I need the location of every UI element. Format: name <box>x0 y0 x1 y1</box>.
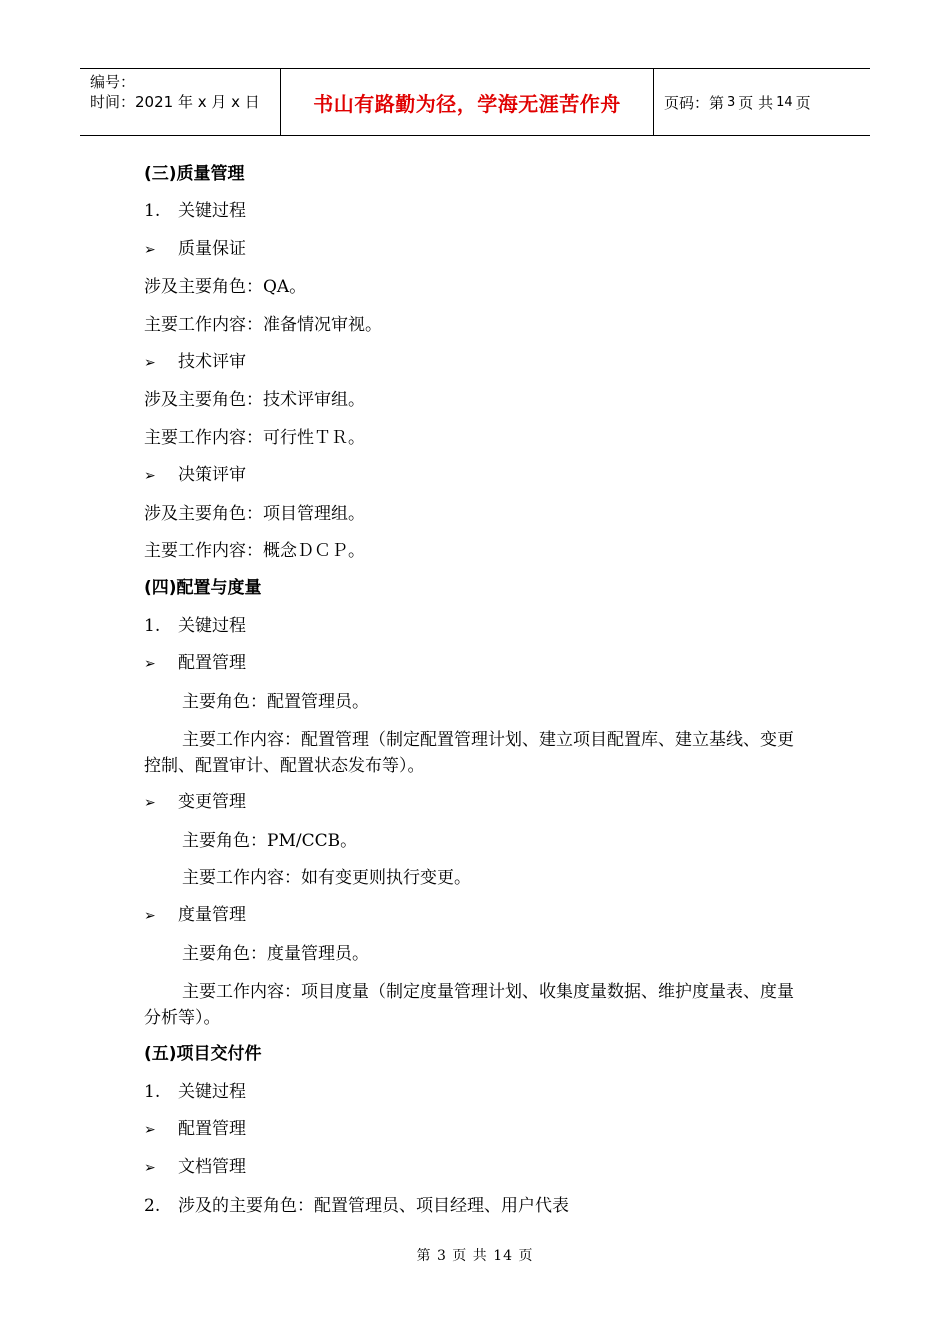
item-text: 文档管理 <box>178 1157 246 1178</box>
header-motto: 书山有路勤为径，学海无涯苦作舟 <box>281 69 654 135</box>
item-text: 度量管理 <box>178 905 246 926</box>
numbered-item <box>144 608 809 645</box>
work-paragraph: 主要工作内容：项目度量（制定度量管理计划、收集度量数据、维护度量表、度量分析等）。 <box>144 982 794 1029</box>
arrow-bullet-icon: ➢ <box>144 656 156 673</box>
page-footer: 第 3 页 共 14 页 <box>416 1248 534 1264</box>
item-text: 关键过程 <box>178 615 246 636</box>
page-suffix: 页 <box>795 93 811 112</box>
bullet-item <box>144 645 809 683</box>
bullet-item <box>144 344 809 382</box>
bullet-item <box>144 231 809 269</box>
section-heading: (三)质量管理 <box>144 164 245 184</box>
role-line: 主要角色：度量管理员。 <box>182 943 369 964</box>
role-line: 涉及主要角色：QA。 <box>144 277 307 298</box>
header-meta <box>80 69 281 135</box>
arrow-bullet-icon: ➢ <box>144 355 156 372</box>
item-text: 涉及的主要角色：配置管理员、项目经理、用户代表 <box>178 1195 569 1216</box>
work-line: 主要工作内容：准备情况审视。 <box>144 314 382 335</box>
work-line: 主要工作内容：可行性ＴＲ。 <box>144 427 365 448</box>
item-text: 决策评审 <box>178 465 246 486</box>
bullet-item <box>144 1149 809 1187</box>
item-number: 1. <box>144 1081 161 1102</box>
numbered-item <box>144 193 809 230</box>
work-line: 主要工作内容：如有变更则执行变更。 <box>182 867 471 888</box>
arrow-bullet-icon: ➢ <box>144 1121 156 1138</box>
section-heading: (四)配置与度量 <box>144 578 262 599</box>
item-text: 配置管理 <box>178 1118 246 1139</box>
page-mid: 页 共 <box>738 93 774 112</box>
bullet-item <box>144 784 809 822</box>
arrow-bullet-icon: ➢ <box>144 468 156 485</box>
item-text: 技术评审 <box>178 352 246 373</box>
item-text: 质量保证 <box>178 238 246 259</box>
numbered-item <box>144 1188 809 1225</box>
numbered-item <box>144 1074 809 1111</box>
page-header <box>80 68 870 136</box>
arrow-bullet-icon: ➢ <box>144 241 156 258</box>
arrow-bullet-icon: ➢ <box>144 908 156 925</box>
item-number: 2. <box>144 1195 161 1216</box>
doc-number-label: 编号： <box>90 73 136 91</box>
bullet-item <box>144 457 809 495</box>
bullet-item <box>144 897 809 935</box>
page-current: 3 <box>727 94 736 110</box>
item-text: 配置管理 <box>178 653 246 674</box>
page-prefix: 页码：第 <box>664 93 725 112</box>
role-line: 主要角色：PM/CCB。 <box>182 830 358 851</box>
document-body <box>144 156 809 1225</box>
item-text: 关键过程 <box>178 201 246 222</box>
role-line: 涉及主要角色：技术评审组。 <box>144 390 365 411</box>
work-paragraph: 主要工作内容：配置管理（制定配置管理计划、建立项目配置库、建立基线、变更控制、配置审计、配置状态发布等）。 <box>144 730 794 777</box>
bullet-item <box>144 1111 809 1149</box>
role-line: 涉及主要角色：项目管理组。 <box>144 503 365 524</box>
item-number: 1. <box>144 615 161 636</box>
role-line: 主要角色：配置管理员。 <box>182 691 369 712</box>
item-text: 变更管理 <box>178 792 246 813</box>
page-total: 14 <box>776 94 793 110</box>
item-text: 关键过程 <box>178 1081 246 1102</box>
arrow-bullet-icon: ➢ <box>144 1160 156 1177</box>
doc-time-label: 时间：2021 年 x 月 x 日 <box>90 93 260 111</box>
header-page-info <box>654 69 870 135</box>
arrow-bullet-icon: ➢ <box>144 795 156 812</box>
section-heading: (五)项目交付件 <box>144 1044 262 1065</box>
item-number: 1. <box>144 201 161 222</box>
work-line: 主要工作内容：概念ＤＣＰ。 <box>144 541 365 562</box>
